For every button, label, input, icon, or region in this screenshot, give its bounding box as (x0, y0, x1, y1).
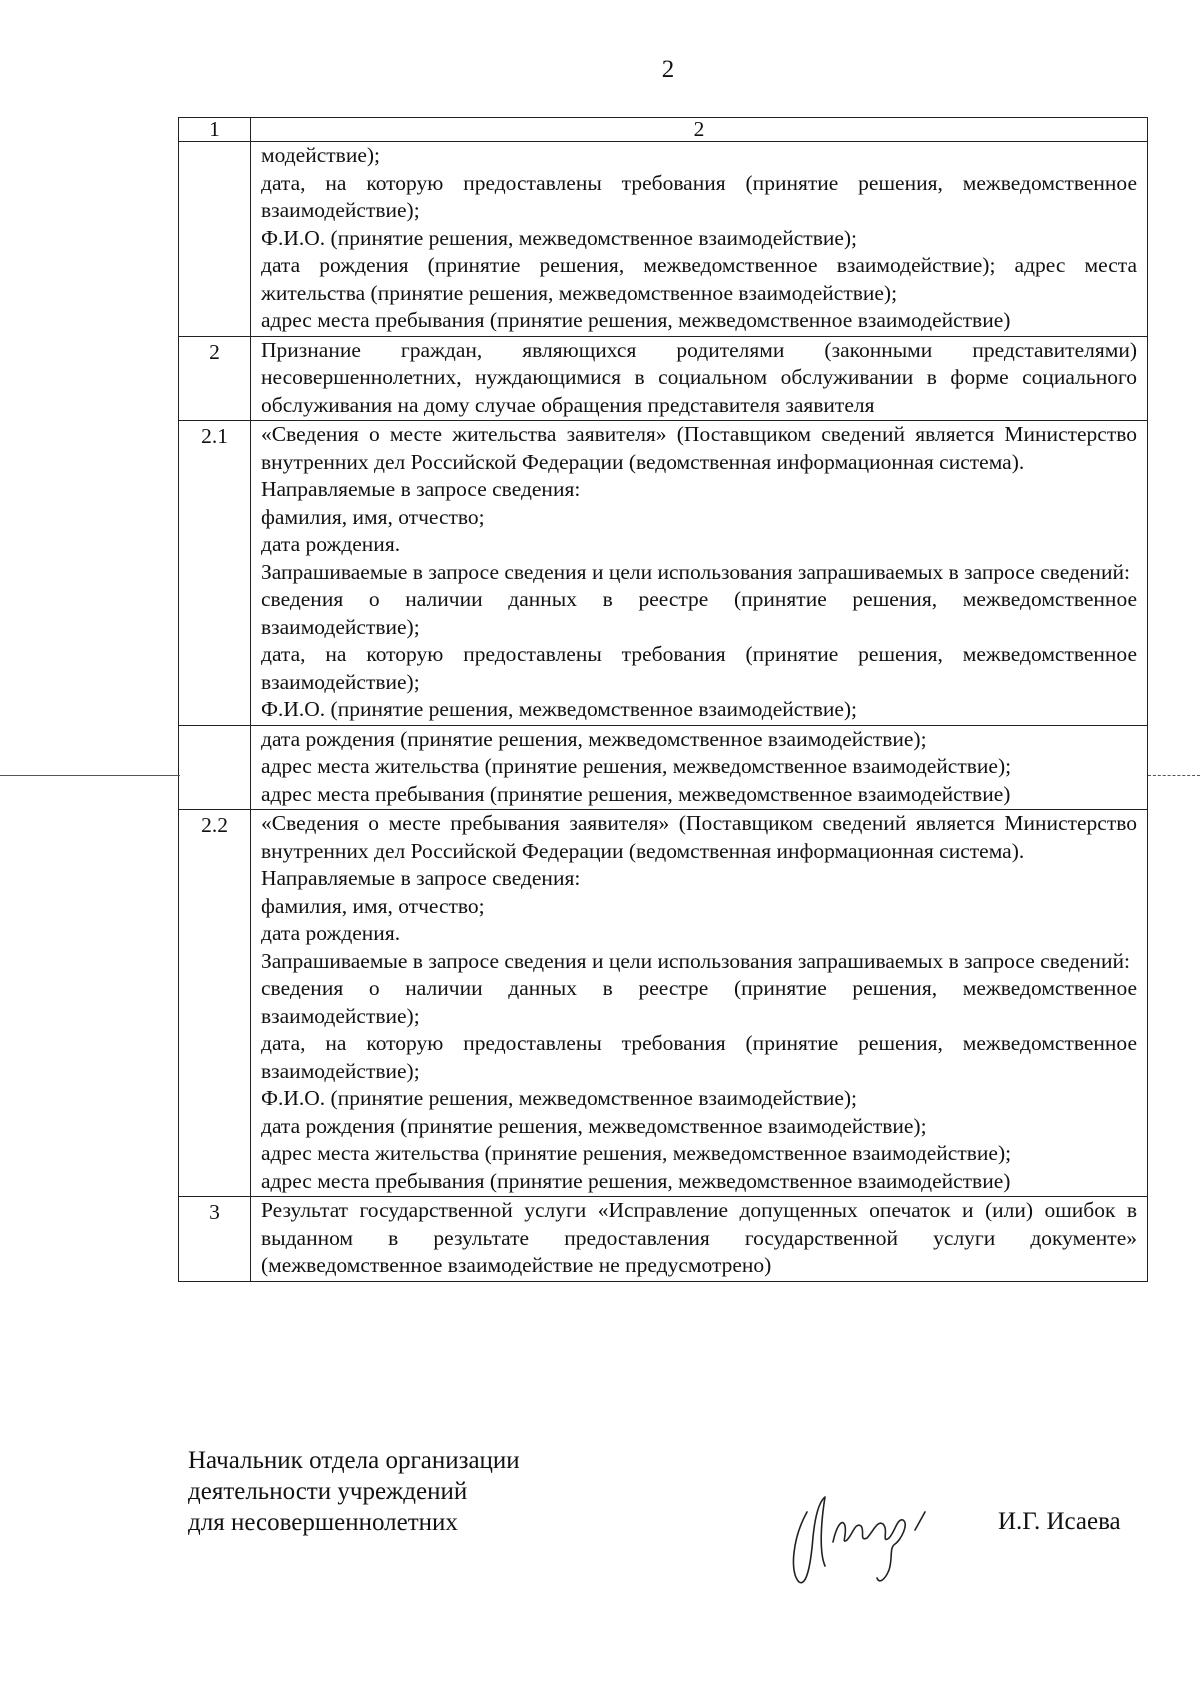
row-content-cell (251, 421, 1148, 726)
table-row (179, 336, 1148, 421)
content-line: Результат государственной услуги «Исправление допущенных опечаток и (или) ошибок в выданном в результате предоставления государственной услуги документе» (межведомственное взаимодействие не предусмотрено) (261, 1198, 1137, 1277)
table-row (179, 1197, 1148, 1282)
content-line: адрес места пребывания (принятие решения, межведомственное взаимодействие) (261, 781, 1011, 806)
table-row (179, 810, 1148, 1197)
signer-name: И.Г. Исаева (998, 1508, 1121, 1535)
position-line: для несовершеннолетних (188, 1509, 458, 1536)
table-row (179, 725, 1148, 810)
content-line: дата рождения (принятие решения, межведомственное взаимодействие); (261, 1113, 927, 1138)
row-content-cell (251, 725, 1148, 810)
content-line: дата, на которую предоставлены требования (принятие решения, межведомственное взаимодействие); (261, 1031, 1137, 1083)
content-line: Направляемые в запросе сведения: (261, 477, 581, 501)
row-number-cell: 2.2 (179, 810, 251, 1197)
row-content-cell (251, 1197, 1148, 1282)
table-row (179, 421, 1148, 726)
content-line: адрес места жительства (принятие решения, межведомственное взаимодействие); (261, 1141, 1012, 1165)
content-line: Признание граждан, являющихся родителями (законными представителями) несовершеннолетних, нуждающимися в социальном обслуживании в форме социального обслуживания на дому случае обращения представителя заявителя (261, 337, 1137, 417)
content-line: Направляемые в запросе сведения: (261, 866, 581, 890)
content-line: дата рождения. (261, 532, 401, 556)
row-number-cell: 2 (179, 336, 251, 421)
content-line: адрес места жительства (принятие решения, межведомственное взаимодействие); (261, 754, 1012, 778)
content-line: Ф.И.О. (принятие решения, межведомственное взаимодействие); (261, 1086, 858, 1110)
content-line: адрес места пребывания (принятие решения, межведомственное взаимодействие) (261, 1168, 1011, 1193)
row-content-cell (251, 810, 1148, 1197)
table-header-row (179, 118, 1148, 142)
content-line: Запрашиваемые в запросе сведения и цели использования запрашиваемых в запросе сведений: (261, 559, 1130, 584)
content-line: дата рождения (принятие решения, межведомственное взаимодействие); адрес места жительства (принятие решения, межведомственное взаимодействие); (261, 253, 1137, 305)
header-cell-text: 2 (251, 118, 1148, 142)
content-line: Ф.И.О. (принятие решения, межведомственное взаимодействие); (261, 697, 858, 721)
row-number-cell (179, 725, 251, 810)
content-line: «Сведения о месте пребывания заявителя» (Поставщиком сведений является Министерство внутренних дел Российской Федерации (ведомственная информационная система). (261, 811, 1137, 863)
content-line: адрес места пребывания (принятие решения, межведомственное взаимодействие) (261, 308, 1011, 332)
handwritten-signature (785, 1482, 935, 1592)
scan-line-left (0, 775, 180, 776)
content-line: дата рождения (принятие решения, межведомственное взаимодействие); (261, 726, 927, 751)
content-line: фамилия, имя, отчество; (261, 504, 485, 529)
content-line: Ф.И.О. (принятие решения, межведомственное взаимодействие); (261, 225, 858, 250)
content-line: Запрашиваемые в запросе сведения и цели использования запрашиваемых в запросе сведений: (261, 948, 1130, 973)
content-line: дата, на которую предоставлены требования (принятие решения, межведомственное взаимодействие); (261, 170, 1137, 222)
row-number-cell: 2.1 (179, 421, 251, 726)
row-content-cell (251, 336, 1148, 421)
content-line: сведения о наличии данных в реестре (принятие решения, межведомственное взаимодействие); (261, 587, 1137, 639)
signatory-position (188, 1445, 520, 1538)
header-cell-number: 1 (179, 118, 251, 142)
table-row (179, 142, 1148, 337)
content-line: дата, на которую предоставлены требования (принятие решения, межведомственное взаимодействие); (261, 642, 1137, 694)
row-content-cell (251, 142, 1148, 337)
position-line: деятельности учреждений (188, 1478, 468, 1505)
row-number-cell: 3 (179, 1197, 251, 1282)
position-line: Начальник отдела организации (188, 1447, 520, 1474)
content-line: фамилия, имя, отчество; (261, 893, 485, 918)
requirements-table (178, 117, 1148, 1282)
content-line: дата рождения. (261, 921, 401, 945)
page-number: 2 (661, 56, 675, 83)
content-line: «Сведения о месте жительства заявителя» (Поставщиком сведений является Министерство внутренних дел Российской Федерации (ведомственная информационная система). (261, 422, 1137, 474)
content-line: модействие); (261, 143, 380, 167)
scan-line-right (1148, 775, 1200, 776)
row-number-cell (179, 142, 251, 337)
content-line: сведения о наличии данных в реестре (принятие решения, межведомственное взаимодействие); (261, 976, 1137, 1028)
